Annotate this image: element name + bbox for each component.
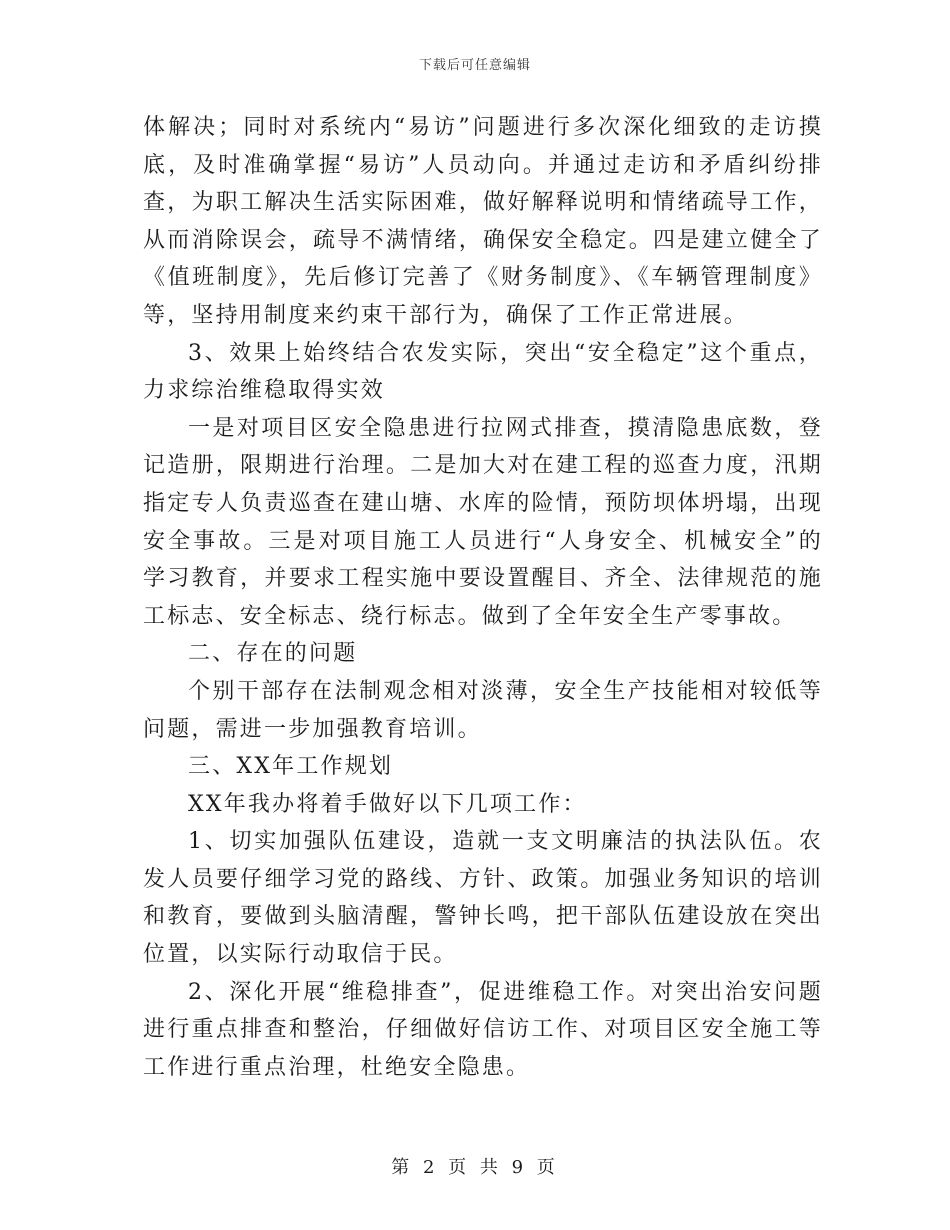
paragraph-safety-measures: 一是对项目区安全隐患进行拉网式排查，摸清隐患底数，登记造册，限期进行治理。二是加大对在建工程的巡查力度，汛期指定专人负责巡查在建山塘、水库的险情，预防坝体坍塌，出现安全事故。三是对项目施工人员进行“人身安全、机械安全”的学习教育，并要求工程实施中要设置醒目、齐全、法律规范的施工标志、安全标志、绕行标志。做到了全年安全生产零事故。 <box>143 415 823 629</box>
paragraph-continuation: 体解决；同时对系统内“易访”问题进行多次深化细致的走访摸底，及时准确掌握“易访”人员动向。并通过走访和矛盾纠纷排查，为职工解决生活实际困难，做好解释说明和情绪疏导工作，从而消除误会，疏导不满情绪，确保安全稳定。四是建立健全了《值班制度》，先后修订完善了《财务制度》、《车辆管理制度》等，坚持用制度来约束干部行为，确保了工作正常进展。 <box>143 115 823 328</box>
section-heading-problems: 二、存在的问题 <box>188 641 358 667</box>
page-header: 下载后可任意编辑 <box>418 58 531 73</box>
paragraph-problems: 个别干部存在法制观念相对淡薄，安全生产技能相对较低等问题，需进一步加强教育培训。 <box>143 678 823 742</box>
paragraph-plan-item-1: 1、切实加强队伍建设，造就一支文明廉洁的执法队伍。农发人员要仔细学习党的路线、方针、政策。加强业务知识的培训和教育，要做到头脑清醒，警钟长鸣，把干部队伍建设放在突出位置，以实际行动取信于民。 <box>143 829 823 968</box>
page-footer: 第 2 页 共 9 页 <box>391 1157 559 1178</box>
section-heading-plan: 三、XX年工作规划 <box>188 754 394 780</box>
paragraph-plan-item-2: 2、深化开展“维稳排查”，促进维稳工作。对突出治安问题进行重点排查和整治，仔细做好信访工作、对项目区安全施工等工作进行重点治理，杜绝安全隐患。 <box>143 979 823 1080</box>
paragraph-plan-intro: XX年我办将着手做好以下几项工作： <box>188 791 587 817</box>
document-body <box>143 109 823 1086</box>
paragraph-item-3: 3、效果上始终结合农发实际，突出“安全稳定”这个重点，力求综治维稳取得实效 <box>143 340 823 404</box>
